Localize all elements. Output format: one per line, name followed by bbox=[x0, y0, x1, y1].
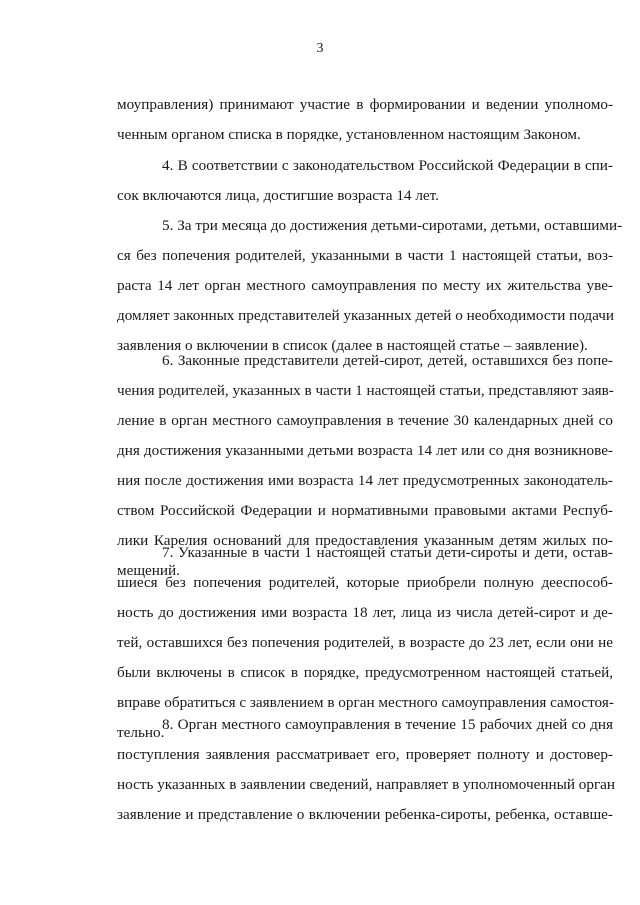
text-line: сок включаются лица, достигшие возраста 14 лет. bbox=[117, 187, 439, 204]
text-line: ление в орган местного самоуправления в течение 30 календарных дней со bbox=[117, 412, 613, 429]
paragraph-item-5 bbox=[117, 211, 623, 361]
text-line: шиеся без попечения родителей, которые приобрели полную дееспособ- bbox=[117, 574, 613, 591]
text-line: поступления заявления рассматривает его, проверяет полноту и достовер- bbox=[117, 746, 613, 763]
text-line: заявление и представление о включении ребенка-сироты, ребенка, оставше- bbox=[117, 806, 613, 823]
paragraph-continuation bbox=[117, 90, 613, 150]
text-line: мещений. bbox=[117, 562, 180, 579]
text-line: раста 14 лет орган местного самоуправления по месту их жительства уве- bbox=[117, 277, 613, 294]
text-line: чения родителей, указанных в части 1 настоящей статьи, представляют заяв- bbox=[117, 382, 614, 399]
text-line: ность до достижения ими возраста 18 лет, лица из числа детей-сирот и де- bbox=[117, 604, 613, 621]
text-line: ченным органом списка в порядке, установленном настоящим Законом. bbox=[117, 126, 581, 143]
paragraph-item-8 bbox=[117, 710, 616, 830]
text-line: были включены в список в порядке, предусмотренном настоящей статьей, bbox=[117, 664, 613, 681]
text-line: ством Российской Федерации и нормативными правовыми актами Респуб- bbox=[117, 502, 613, 519]
text-line: 5. За три месяца до достижения детьми-сиротами, детьми, оставшими- bbox=[162, 217, 623, 234]
text-line: заявления о включении в список (далее в настоящей статье – заявление). bbox=[117, 337, 588, 354]
text-line: тельно. bbox=[117, 724, 165, 741]
text-line: ность указанных в заявлении сведений, направляет в уполномоченный орган bbox=[117, 776, 616, 793]
text-line: 8. Орган местного самоуправления в течение 15 рабочих дней со дня bbox=[162, 716, 613, 733]
text-line: ния после достижения ими возраста 14 лет предусмотренных законодатель- bbox=[117, 472, 613, 489]
text-line: лики Карелия оснований для предоставления указанным детям жилых по- bbox=[117, 532, 613, 549]
text-line: 7. Указанные в части 1 настоящей статьи дети-сироты и дети, остав- bbox=[162, 544, 613, 561]
text-line: 6. Законные представители детей-сирот, детей, оставшихся без попе- bbox=[162, 352, 613, 369]
text-line: вправе обратиться с заявлением в орган местного самоуправления самостоя- bbox=[117, 694, 614, 711]
text-line: моуправления) принимают участие в формировании и ведении уполномо- bbox=[117, 96, 613, 113]
text-line: дня достижения указанными детьми возраста 14 лет или со дня возникнове- bbox=[117, 442, 613, 459]
text-line: домляет законных представителей указанных детей о необходимости подачи bbox=[117, 307, 615, 324]
text-line: 4. В соответствии с законодательством Российской Федерации в спи- bbox=[162, 157, 613, 174]
paragraph-item-4 bbox=[117, 151, 613, 211]
page-number: 3 bbox=[316, 41, 324, 56]
text-line: тей, оставшихся без попечения родителей, в возрасте до 23 лет, если они не bbox=[117, 634, 613, 651]
text-line: ся без попечения родителей, указанными в части 1 настоящей статьи, воз- bbox=[117, 247, 613, 264]
